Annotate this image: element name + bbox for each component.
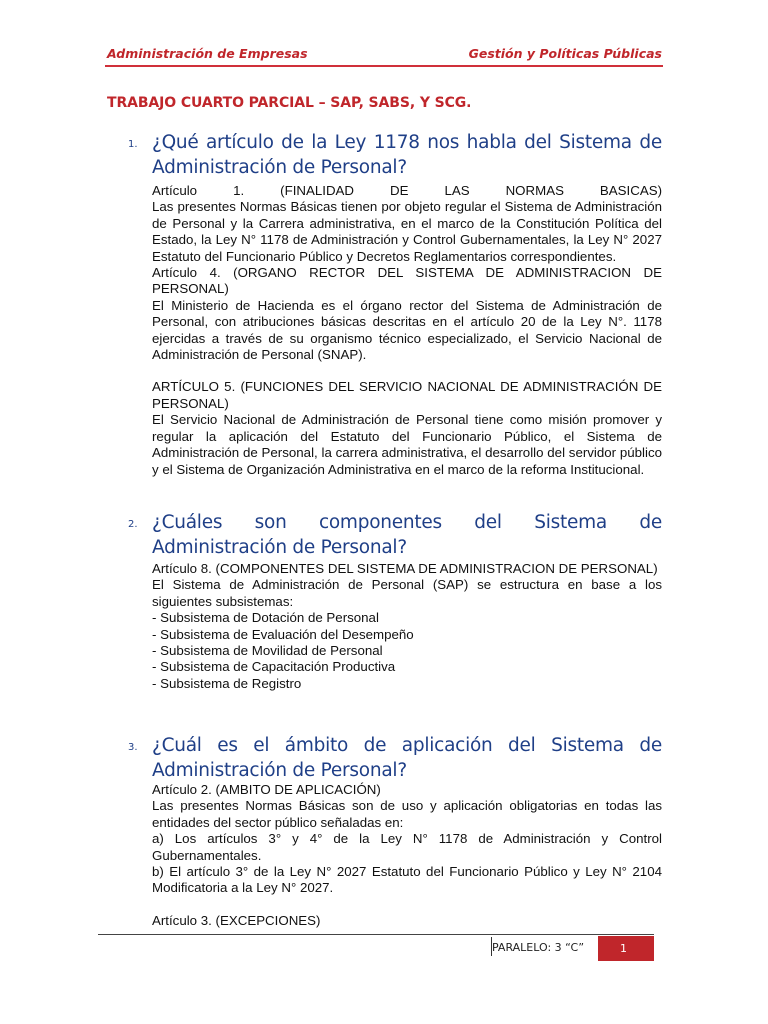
paragraph: Artículo 3. (EXCEPCIONES) xyxy=(152,912,321,928)
answer-2 xyxy=(152,561,662,692)
header-course: Administración de Empresas xyxy=(107,46,308,61)
paragraph: Las presentes Normas Básicas tienen por objeto regular el Sistema de Administración de Personal y la Carrera administrativa, en el marco de la Constitución Política del Estado, la Ley N° 1178 de Administración y Control Gubernamentales, la Ley N° 2027 Estatuto del Funcionario Público y Decretos Reglamentarios correspondientes. xyxy=(152,199,662,264)
answer-3 xyxy=(152,782,662,929)
paragraph: a) Los artículos 3° y 4° de la Ley N° 1178 de Administración y Control Gubernamentales. xyxy=(152,831,662,863)
paragraph: ARTÍCULO 5. (FUNCIONES DEL SERVICIO NACIONAL DE ADMINISTRACIÓN DE PERSONAL) xyxy=(152,379,662,411)
question-number: 3. xyxy=(128,742,138,753)
question-text: ¿Cuál es el ámbito de aplicación del Sistema de Administración de Personal? xyxy=(152,735,662,781)
paragraph: Artículo 4. (ORGANO RECTOR DEL SISTEMA DE ADMINISTRACION DE PERSONAL) xyxy=(152,265,662,297)
header-divider xyxy=(105,65,663,67)
paragraph: Artículo 1. (FINALIDAD DE LAS NORMAS BASICAS) xyxy=(152,183,662,198)
question-3 xyxy=(100,733,662,783)
paragraph: Artículo 8. (COMPONENTES DEL SISTEMA DE ADMINISTRACION DE PERSONAL) xyxy=(152,561,658,576)
paragraph: Artículo 2. (AMBITO DE APLICACIÓN) xyxy=(152,782,381,797)
question-number: 2. xyxy=(128,519,138,530)
document-title: TRABAJO CUARTO PARCIAL – SAP, SABS, Y SCG. xyxy=(107,95,472,111)
list-item: - Subsistema de Movilidad de Personal xyxy=(152,643,383,659)
paragraph: El Sistema de Administración de Personal (SAP) se estructura en base a los siguientes subsistemas: xyxy=(152,577,662,609)
list-item: - Subsistema de Evaluación del Desempeño xyxy=(152,626,414,642)
page-number-badge xyxy=(598,936,654,961)
header-row xyxy=(105,46,662,66)
list-item: - Subsistema de Dotación de Personal xyxy=(152,610,379,626)
page-number: 1 xyxy=(620,942,627,955)
question-2 xyxy=(100,510,662,560)
question-1 xyxy=(100,130,662,180)
question-number: 1. xyxy=(128,139,138,150)
paragraph: b) El artículo 3° de la Ley N° 2027 Estatuto del Funcionario Público y Ley N° 2104 Modificatoria a la Ley N° 2027. xyxy=(152,864,662,896)
footer-divider xyxy=(98,934,654,935)
answer-1 xyxy=(152,183,662,478)
header-subject: Gestión y Políticas Públicas xyxy=(468,46,662,61)
question-text: ¿Cuáles son componentes del Sistema de Administración de Personal? xyxy=(152,512,662,558)
paralelo-label: PARALELO: 3 “C” xyxy=(492,941,585,954)
paragraph: El Ministerio de Hacienda es el órgano rector del Sistema de Administración de Personal, con atribuciones básicas descritas en el artículo 20 de la Ley N°. 1178 ejercidas a través de su organismo técnico especializado, el Servicio Nacional de Administración de Personal (SNAP). xyxy=(152,297,662,363)
list-item: - Subsistema de Capacitación Productiva xyxy=(152,659,396,675)
list-item: - Subsistema de Registro xyxy=(152,675,302,691)
question-text: ¿Qué artículo de la Ley 1178 nos habla del Sistema de Administración de Personal? xyxy=(152,132,662,178)
paragraph: Las presentes Normas Básicas son de uso y aplicación obligatorias en todas las entidades del sector público señaladas en: xyxy=(152,798,662,830)
paragraph: El Servicio Nacional de Administración de Personal tiene como misión promover y regular la aplicación del Estatuto del Funcionario Público, el Sistema de Administración de Personal, la carrera administrativa, el desarrollo del servidor público y el Sistema de Organización Administrativa en el marco de la reforma Institucional. xyxy=(152,412,662,477)
